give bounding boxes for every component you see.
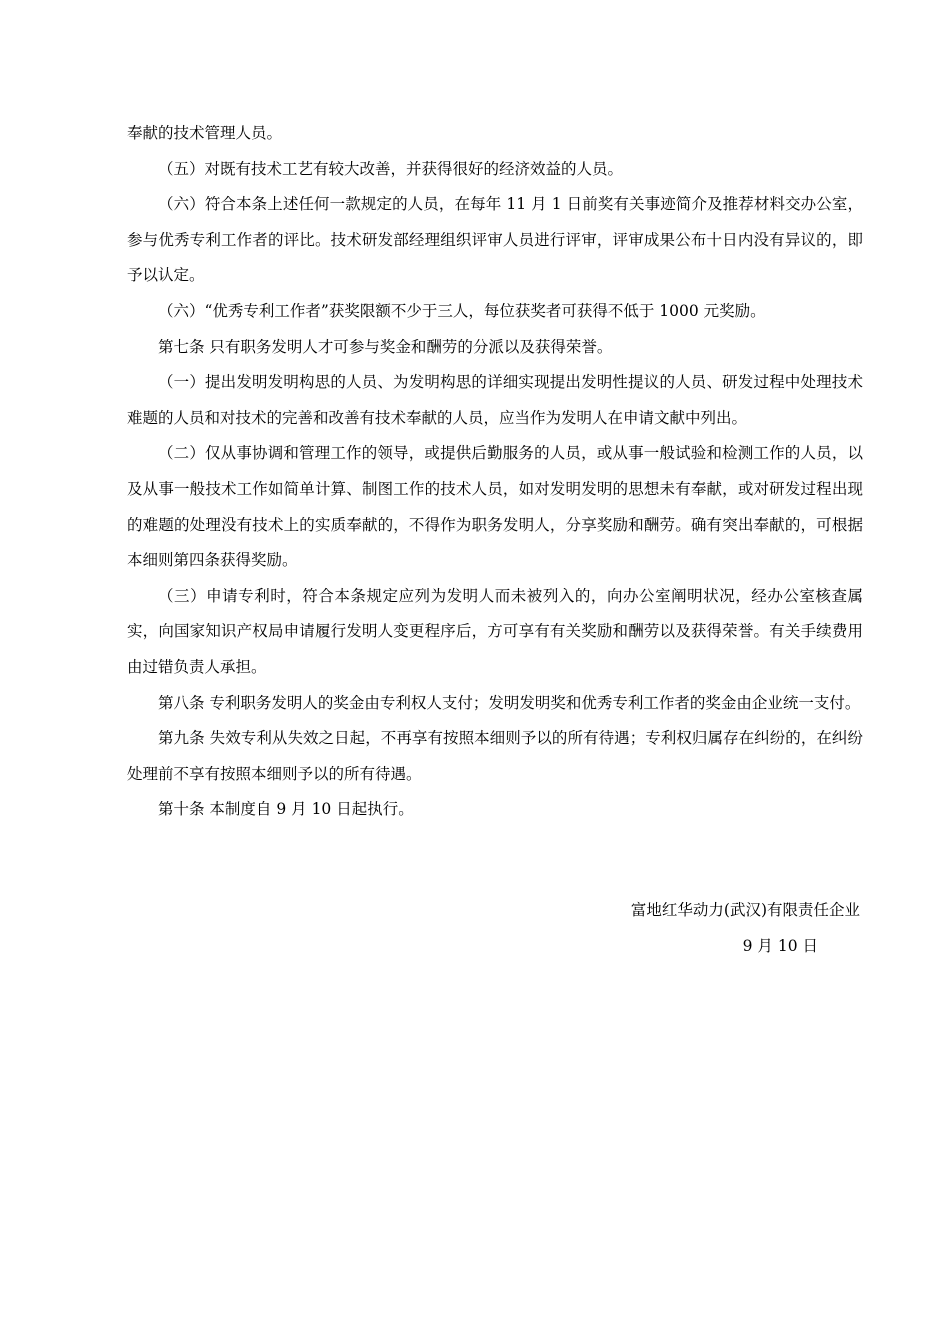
article-8: 第八条 专利职务发明人的奖金由专利权人支付；发明发明奖和优秀专利工作者的奖金由企业统一支付。 <box>158 693 861 712</box>
article-7-item-3: （三）申请专利时，符合本条规定应列为发明人而未被列入的，向办公室阐明状况，经办公室核查属实，向国家知识产权局申请履行发明人变更程序后，方可享有有关奖励和酬劳以及获得荣誉。有关手续费用由过错负责人承担。 <box>127 586 863 676</box>
article-7-item-1: （一）提出发明发明构思的人员、为发明构思的详细实现提出发明性提议的人员、研发过程中处理技术难题的人员和对技术的完善和改善有技术奉献的人员，应当作为发明人在申请文献中列出。 <box>127 373 863 427</box>
signature-block <box>560 893 860 964</box>
document-body <box>127 116 863 828</box>
signature-date: 9 月 10 日 <box>742 936 818 955</box>
signature-company: 富地红华动力(武汉)有限责任企业 <box>630 901 860 919</box>
paragraph-item-6-award: （六）“优秀专利工作者”获奖限额不少于三人，每位获奖者可获得不低于 1000 元奖励。 <box>158 301 766 320</box>
article-10: 第十条 本制度自 9 月 10 日起执行。 <box>158 800 414 819</box>
article-7-item-2: （二）仅从事协调和管理工作的领导，或提供后勤服务的人员，或从事一般试验和检测工作的人员，以及从事一般技术工作如简单计算、制图工作的技术人员，如对发明发明的思想未有奉献，或对研发过程出现的难题的处理没有技术上的实质奉献的，不得作为职务发明人，分享奖励和酬劳。确有突出奉献的，可根据本细则第四条获得奖励。 <box>127 444 863 570</box>
paragraph-item-6-evaluation: （六）符合本条上述任何一款规定的人员，在每年 11 月 1 日前奖有关事迹简介及推荐材料交办公室，参与优秀专利工作者的评比。技术研发部经理组织评审人员进行评审，评审成果公布十日内没有异议的，即予以认定。 <box>127 195 863 285</box>
article-7: 第七条 只有职务发明人才可参与奖金和酬劳的分派以及获得荣誉。 <box>158 337 613 356</box>
paragraph-continuation: 奉献的技术管理人员。 <box>127 124 283 142</box>
paragraph-item-5: （五）对既有技术工艺有较大改善，并获得很好的经济效益的人员。 <box>158 159 624 178</box>
article-9: 第九条 失效专利从失效之日起，不再享有按照本细则予以的所有待遇；专利权归属存在纠纷的，在纠纷处理前不享有按照本细则予以的所有待遇。 <box>127 729 863 783</box>
